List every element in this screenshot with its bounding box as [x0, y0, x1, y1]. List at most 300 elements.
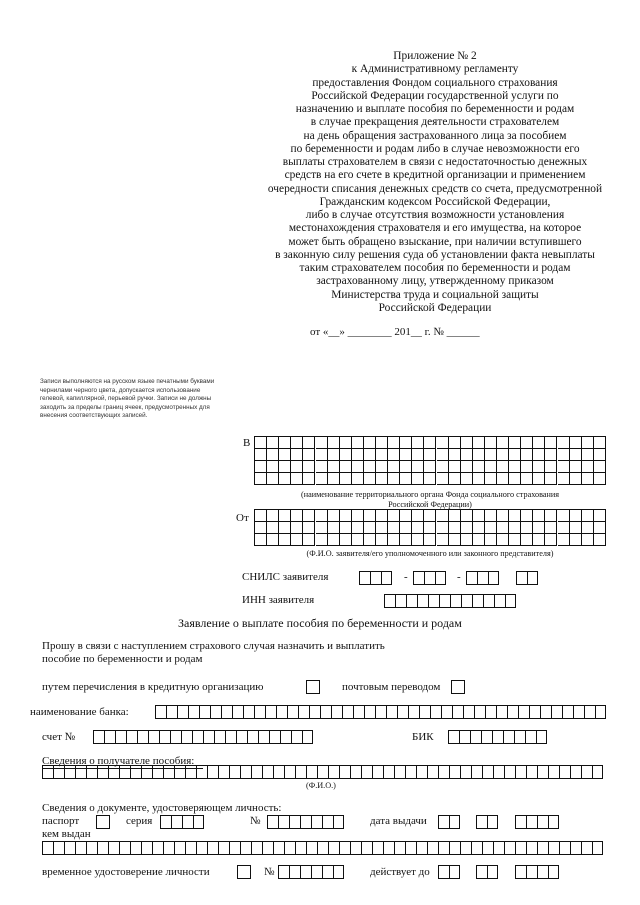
input-cell[interactable]: [472, 594, 483, 608]
grid-cell[interactable]: [424, 534, 436, 546]
grid-cell[interactable]: [279, 510, 291, 522]
grid-cell[interactable]: [267, 534, 279, 546]
input-cell[interactable]: [119, 841, 130, 855]
account-boxes[interactable]: [93, 730, 313, 744]
grid-cell[interactable]: [497, 510, 509, 522]
grid-cell[interactable]: [424, 522, 436, 534]
input-cell[interactable]: [526, 815, 537, 829]
input-cell[interactable]: [476, 815, 487, 829]
grid-cell[interactable]: [412, 473, 424, 485]
input-cell[interactable]: [182, 815, 193, 829]
input-cell[interactable]: [364, 705, 375, 719]
input-cell[interactable]: [505, 594, 516, 608]
grid-cell[interactable]: [316, 473, 328, 485]
grid-cell[interactable]: [412, 437, 424, 449]
grid-cell[interactable]: [570, 522, 582, 534]
grid-cell[interactable]: [521, 510, 533, 522]
passport-number-boxes[interactable]: [267, 815, 344, 829]
input-cell[interactable]: [592, 841, 603, 855]
grid-cell[interactable]: [328, 461, 340, 473]
grid-cell[interactable]: [497, 461, 509, 473]
grid-cell[interactable]: [352, 449, 364, 461]
grid-cell[interactable]: [424, 473, 436, 485]
grid-cell[interactable]: [497, 534, 509, 546]
input-cell[interactable]: [449, 765, 460, 779]
grid-cell[interactable]: [328, 449, 340, 461]
grid-cell[interactable]: [533, 461, 545, 473]
grid-cell[interactable]: [352, 510, 364, 522]
grid-cell[interactable]: [255, 473, 267, 485]
grid-cell[interactable]: [437, 449, 449, 461]
input-cell[interactable]: [333, 865, 344, 879]
input-cell[interactable]: [291, 730, 302, 744]
grid-cell[interactable]: [267, 510, 279, 522]
input-cell[interactable]: [471, 841, 482, 855]
grid-cell[interactable]: [267, 437, 279, 449]
grid-cell[interactable]: [473, 522, 485, 534]
grid-cell[interactable]: [570, 473, 582, 485]
grid-cell[interactable]: [473, 510, 485, 522]
grid-cell[interactable]: [485, 473, 497, 485]
input-cell[interactable]: [384, 594, 395, 608]
input-cell[interactable]: [361, 765, 372, 779]
input-cell[interactable]: [439, 594, 450, 608]
valid-year-boxes[interactable]: [515, 865, 559, 879]
input-cell[interactable]: [152, 765, 163, 779]
grid-cell[interactable]: [255, 534, 267, 546]
input-cell[interactable]: [548, 841, 559, 855]
grid-cell[interactable]: [533, 510, 545, 522]
input-cell[interactable]: [350, 841, 361, 855]
grid-cell[interactable]: [485, 522, 497, 534]
input-cell[interactable]: [75, 765, 86, 779]
input-cell[interactable]: [210, 705, 221, 719]
input-cell[interactable]: [438, 841, 449, 855]
grid-cell[interactable]: [376, 534, 388, 546]
input-cell[interactable]: [536, 730, 547, 744]
input-cell[interactable]: [289, 815, 300, 829]
valid-month-boxes[interactable]: [476, 865, 498, 879]
input-cell[interactable]: [408, 705, 419, 719]
input-cell[interactable]: [188, 705, 199, 719]
input-cell[interactable]: [265, 705, 276, 719]
snils-group-1[interactable]: [359, 571, 392, 585]
grid-cell[interactable]: [545, 437, 557, 449]
grid-cell[interactable]: [497, 449, 509, 461]
grid-cell[interactable]: [558, 522, 570, 534]
input-cell[interactable]: [386, 705, 397, 719]
input-cell[interactable]: [487, 865, 498, 879]
input-cell[interactable]: [251, 841, 262, 855]
grid-cell[interactable]: [364, 522, 376, 534]
grid-cell[interactable]: [303, 534, 315, 546]
grid-cell[interactable]: [364, 449, 376, 461]
input-cell[interactable]: [170, 730, 181, 744]
input-cell[interactable]: [592, 765, 603, 779]
input-cell[interactable]: [225, 730, 236, 744]
grid-cell[interactable]: [473, 461, 485, 473]
grid-cell[interactable]: [316, 461, 328, 473]
grid-cell[interactable]: [509, 510, 521, 522]
grid-cell[interactable]: [449, 534, 461, 546]
input-cell[interactable]: [537, 765, 548, 779]
grid-cell[interactable]: [461, 534, 473, 546]
input-cell[interactable]: [258, 730, 269, 744]
grid-cell[interactable]: [594, 449, 606, 461]
input-cell[interactable]: [218, 765, 229, 779]
input-cell[interactable]: [394, 841, 405, 855]
grid-cell[interactable]: [497, 437, 509, 449]
grid-cell[interactable]: [558, 437, 570, 449]
input-cell[interactable]: [581, 765, 592, 779]
grid-cell[interactable]: [328, 437, 340, 449]
grid-cell[interactable]: [558, 461, 570, 473]
input-cell[interactable]: [185, 765, 196, 779]
grid-cell[interactable]: [582, 473, 594, 485]
grid-cell[interactable]: [400, 510, 412, 522]
input-cell[interactable]: [488, 571, 499, 585]
grid-cell[interactable]: [352, 522, 364, 534]
grid-cell[interactable]: [461, 522, 473, 534]
input-cell[interactable]: [171, 815, 182, 829]
input-cell[interactable]: [284, 841, 295, 855]
grid-cell[interactable]: [424, 437, 436, 449]
grid-cell[interactable]: [521, 473, 533, 485]
input-cell[interactable]: [471, 765, 482, 779]
grid-cell[interactable]: [545, 522, 557, 534]
grid-cell[interactable]: [412, 534, 424, 546]
grid-cell[interactable]: [316, 510, 328, 522]
input-cell[interactable]: [537, 865, 548, 879]
input-cell[interactable]: [174, 841, 185, 855]
grid-cell[interactable]: [388, 534, 400, 546]
input-cell[interactable]: [413, 571, 424, 585]
grid-cell[interactable]: [545, 473, 557, 485]
input-cell[interactable]: [199, 705, 210, 719]
input-cell[interactable]: [185, 841, 196, 855]
input-cell[interactable]: [53, 765, 64, 779]
input-cell[interactable]: [42, 841, 53, 855]
input-cell[interactable]: [372, 841, 383, 855]
input-cell[interactable]: [160, 815, 171, 829]
grid-cell[interactable]: [364, 461, 376, 473]
grid-cell[interactable]: [437, 510, 449, 522]
input-cell[interactable]: [251, 765, 262, 779]
input-cell[interactable]: [126, 730, 137, 744]
grid-cell[interactable]: [303, 510, 315, 522]
input-cell[interactable]: [141, 765, 152, 779]
grid-cell[interactable]: [316, 437, 328, 449]
input-cell[interactable]: [529, 705, 540, 719]
input-cell[interactable]: [322, 815, 333, 829]
input-cell[interactable]: [300, 815, 311, 829]
input-cell[interactable]: [361, 841, 372, 855]
grid-cell[interactable]: [582, 461, 594, 473]
grid-cell[interactable]: [545, 461, 557, 473]
grid-cell[interactable]: [437, 461, 449, 473]
grid-cell[interactable]: [582, 522, 594, 534]
input-cell[interactable]: [240, 841, 251, 855]
input-cell[interactable]: [459, 730, 470, 744]
input-cell[interactable]: [192, 730, 203, 744]
input-cell[interactable]: [482, 841, 493, 855]
grid-cell[interactable]: [570, 510, 582, 522]
input-cell[interactable]: [559, 765, 570, 779]
input-cell[interactable]: [298, 705, 309, 719]
input-cell[interactable]: [375, 705, 386, 719]
input-cell[interactable]: [141, 841, 152, 855]
grid-cell[interactable]: [485, 449, 497, 461]
input-cell[interactable]: [405, 841, 416, 855]
input-cell[interactable]: [470, 730, 481, 744]
grid-cell[interactable]: [533, 449, 545, 461]
input-cell[interactable]: [152, 841, 163, 855]
input-cell[interactable]: [504, 765, 515, 779]
issue-year-boxes[interactable]: [515, 815, 559, 829]
grid-cell[interactable]: [255, 437, 267, 449]
grid-cell[interactable]: [376, 449, 388, 461]
input-cell[interactable]: [295, 765, 306, 779]
grid-cell[interactable]: [594, 461, 606, 473]
grid-cell[interactable]: [303, 473, 315, 485]
grid-cell[interactable]: [291, 437, 303, 449]
input-cell[interactable]: [559, 841, 570, 855]
grid-cell[interactable]: [388, 522, 400, 534]
input-cell[interactable]: [526, 865, 537, 879]
grid-cell[interactable]: [376, 510, 388, 522]
input-cell[interactable]: [311, 815, 322, 829]
input-cell[interactable]: [394, 765, 405, 779]
series-boxes[interactable]: [160, 815, 204, 829]
input-cell[interactable]: [441, 705, 452, 719]
grid-cell[interactable]: [521, 437, 533, 449]
grid-cell[interactable]: [545, 449, 557, 461]
grid-cell[interactable]: [509, 473, 521, 485]
grid-cell[interactable]: [255, 510, 267, 522]
grid-cell[interactable]: [558, 534, 570, 546]
issue-day-boxes[interactable]: [438, 815, 460, 829]
grid-cell[interactable]: [291, 510, 303, 522]
input-cell[interactable]: [416, 841, 427, 855]
input-cell[interactable]: [269, 730, 280, 744]
input-cell[interactable]: [562, 705, 573, 719]
input-cell[interactable]: [527, 571, 538, 585]
input-cell[interactable]: [339, 765, 350, 779]
grid-cell[interactable]: [461, 461, 473, 473]
grid-cell[interactable]: [412, 461, 424, 473]
grid-cell[interactable]: [352, 461, 364, 473]
grid-cell[interactable]: [449, 449, 461, 461]
input-cell[interactable]: [504, 841, 515, 855]
grid-cell[interactable]: [509, 461, 521, 473]
input-cell[interactable]: [427, 841, 438, 855]
input-cell[interactable]: [148, 730, 159, 744]
grid-cell[interactable]: [570, 461, 582, 473]
input-cell[interactable]: [381, 571, 392, 585]
grid-cell[interactable]: [303, 449, 315, 461]
grid-cell[interactable]: [473, 534, 485, 546]
grid-cell[interactable]: [279, 534, 291, 546]
input-cell[interactable]: [273, 765, 284, 779]
input-cell[interactable]: [474, 705, 485, 719]
postal-transfer-checkbox[interactable]: [451, 680, 465, 694]
input-cell[interactable]: [350, 765, 361, 779]
grid-cell[interactable]: [340, 473, 352, 485]
grid-cell[interactable]: [340, 461, 352, 473]
grid-cell[interactable]: [340, 510, 352, 522]
grid-cell[interactable]: [279, 522, 291, 534]
input-cell[interactable]: [525, 730, 536, 744]
grid-cell[interactable]: [473, 449, 485, 461]
input-cell[interactable]: [397, 705, 408, 719]
input-cell[interactable]: [460, 841, 471, 855]
grid-cell[interactable]: [449, 522, 461, 534]
grid-cell[interactable]: [328, 473, 340, 485]
input-cell[interactable]: [570, 841, 581, 855]
grid-cell[interactable]: [364, 437, 376, 449]
grid-cell[interactable]: [473, 437, 485, 449]
input-cell[interactable]: [130, 765, 141, 779]
input-cell[interactable]: [481, 730, 492, 744]
input-cell[interactable]: [518, 705, 529, 719]
input-cell[interactable]: [273, 841, 284, 855]
grid-cell[interactable]: [316, 534, 328, 546]
input-cell[interactable]: [503, 730, 514, 744]
input-cell[interactable]: [64, 765, 75, 779]
snils-control[interactable]: [516, 571, 538, 585]
grid-cell[interactable]: [533, 437, 545, 449]
grid-cell[interactable]: [497, 473, 509, 485]
temp-id-number-boxes[interactable]: [278, 865, 344, 879]
input-cell[interactable]: [177, 705, 188, 719]
input-cell[interactable]: [328, 765, 339, 779]
input-cell[interactable]: [104, 730, 115, 744]
grid-cell[interactable]: [545, 510, 557, 522]
snils-group-2[interactable]: [413, 571, 446, 585]
grid-cell[interactable]: [267, 473, 279, 485]
grid-cell[interactable]: [376, 473, 388, 485]
grid-cell[interactable]: [388, 473, 400, 485]
input-cell[interactable]: [254, 705, 265, 719]
input-cell[interactable]: [515, 865, 526, 879]
issued-by-boxes[interactable]: [42, 841, 603, 855]
grid-cell[interactable]: [303, 461, 315, 473]
grid-cell[interactable]: [509, 534, 521, 546]
grid-cell[interactable]: [400, 449, 412, 461]
grid-cell[interactable]: [388, 449, 400, 461]
grid-cell[interactable]: [303, 437, 315, 449]
input-cell[interactable]: [526, 765, 537, 779]
input-cell[interactable]: [573, 705, 584, 719]
input-cell[interactable]: [435, 571, 446, 585]
input-cell[interactable]: [353, 705, 364, 719]
input-cell[interactable]: [229, 765, 240, 779]
grid-cell[interactable]: [461, 437, 473, 449]
input-cell[interactable]: [196, 841, 207, 855]
input-cell[interactable]: [515, 765, 526, 779]
grid-cell[interactable]: [255, 461, 267, 473]
input-cell[interactable]: [496, 705, 507, 719]
grid-cell[interactable]: [449, 437, 461, 449]
input-cell[interactable]: [207, 765, 218, 779]
input-cell[interactable]: [306, 841, 317, 855]
input-cell[interactable]: [540, 705, 551, 719]
input-cell[interactable]: [449, 865, 460, 879]
territorial-body-grid[interactable]: [254, 436, 606, 485]
input-cell[interactable]: [463, 705, 474, 719]
input-cell[interactable]: [289, 865, 300, 879]
grid-cell[interactable]: [594, 473, 606, 485]
input-cell[interactable]: [526, 841, 537, 855]
input-cell[interactable]: [485, 705, 496, 719]
input-cell[interactable]: [333, 815, 344, 829]
input-cell[interactable]: [214, 730, 225, 744]
input-cell[interactable]: [64, 841, 75, 855]
input-cell[interactable]: [383, 841, 394, 855]
input-cell[interactable]: [53, 841, 64, 855]
valid-day-boxes[interactable]: [438, 865, 460, 879]
input-cell[interactable]: [419, 705, 430, 719]
input-cell[interactable]: [75, 841, 86, 855]
input-cell[interactable]: [284, 765, 295, 779]
grid-cell[interactable]: [400, 473, 412, 485]
applicant-name-grid[interactable]: [254, 509, 606, 546]
input-cell[interactable]: [548, 765, 559, 779]
input-cell[interactable]: [372, 765, 383, 779]
grid-cell[interactable]: [449, 473, 461, 485]
grid-cell[interactable]: [521, 534, 533, 546]
grid-cell[interactable]: [279, 449, 291, 461]
grid-cell[interactable]: [582, 449, 594, 461]
input-cell[interactable]: [159, 730, 170, 744]
grid-cell[interactable]: [388, 510, 400, 522]
input-cell[interactable]: [317, 841, 328, 855]
input-cell[interactable]: [548, 865, 559, 879]
grid-cell[interactable]: [316, 449, 328, 461]
input-cell[interactable]: [448, 730, 459, 744]
input-cell[interactable]: [203, 730, 214, 744]
grid-cell[interactable]: [509, 437, 521, 449]
input-cell[interactable]: [276, 705, 287, 719]
input-cell[interactable]: [450, 594, 461, 608]
input-cell[interactable]: [416, 765, 427, 779]
input-cell[interactable]: [218, 841, 229, 855]
grid-cell[interactable]: [279, 473, 291, 485]
input-cell[interactable]: [430, 705, 441, 719]
grid-cell[interactable]: [400, 461, 412, 473]
grid-cell[interactable]: [485, 461, 497, 473]
grid-cell[interactable]: [352, 437, 364, 449]
input-cell[interactable]: [229, 841, 240, 855]
input-cell[interactable]: [97, 765, 108, 779]
input-cell[interactable]: [328, 841, 339, 855]
grid-cell[interactable]: [545, 534, 557, 546]
input-cell[interactable]: [115, 730, 126, 744]
input-cell[interactable]: [108, 765, 119, 779]
input-cell[interactable]: [240, 765, 251, 779]
input-cell[interactable]: [311, 865, 322, 879]
input-cell[interactable]: [466, 571, 477, 585]
input-cell[interactable]: [370, 571, 381, 585]
input-cell[interactable]: [395, 594, 406, 608]
input-cell[interactable]: [424, 571, 435, 585]
input-cell[interactable]: [278, 815, 289, 829]
input-cell[interactable]: [196, 765, 207, 779]
input-cell[interactable]: [477, 571, 488, 585]
grid-cell[interactable]: [376, 522, 388, 534]
input-cell[interactable]: [108, 841, 119, 855]
grid-cell[interactable]: [594, 522, 606, 534]
